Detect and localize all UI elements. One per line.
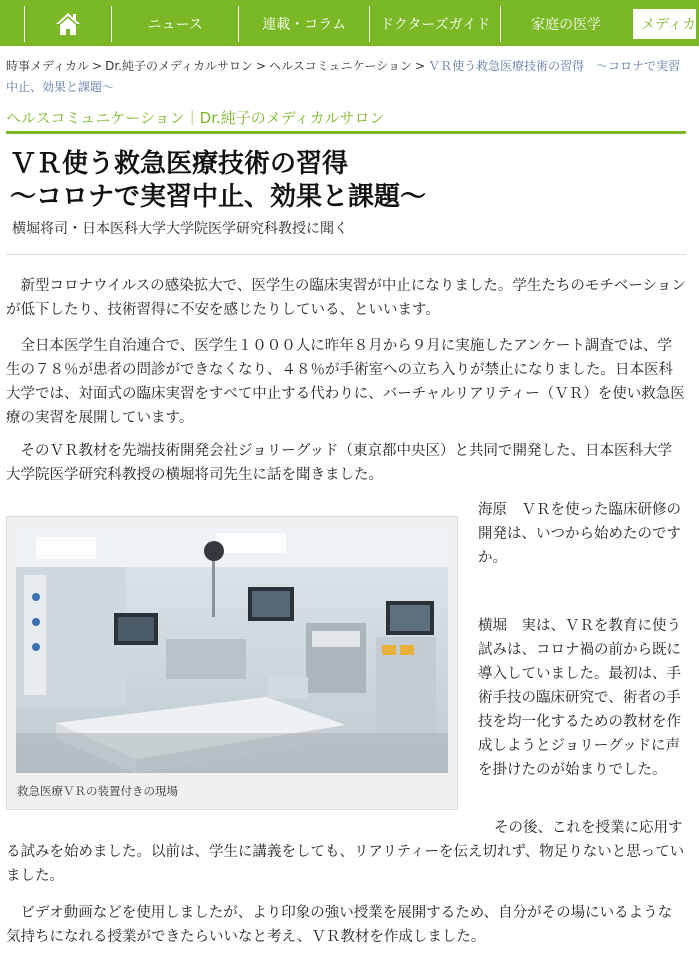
- paragraph: 新型コロナウイルスの感染拡大で、医学生の臨床実習が中止になりました。学生たちのモチベーションが低下したり、技術習得に不安を感じたりしている、といいます。: [6, 278, 686, 318]
- breadcrumb-separator: >: [415, 59, 426, 73]
- nav-home[interactable]: [24, 6, 111, 42]
- interview-question: 海原 ＶＲを使った臨床研修の開発は、いつから始めたのですか。: [478, 502, 681, 566]
- top-nav: [0, 0, 699, 46]
- nav-serial-column[interactable]: 連載・コラム: [238, 6, 369, 42]
- paragraph: 全日本医学生自治連合で、医学生１０００人に昨年８月から９月に実施したアンケート調査では、学生の７８％が患者の問診ができなくなり、４８％が手術室への立ち入りが禁止になりました。日本医科大学では、対面式の臨床実習をすべて中止する代わりに、バーチャルリアリティー（ＶＲ）を使い救急医療の実習を展開しています。: [6, 338, 685, 426]
- divider: [6, 254, 686, 255]
- article-title: [10, 148, 680, 214]
- breadcrumb-item-salon[interactable]: Dr.純子のメディカルサロン: [105, 59, 254, 73]
- article-figure: [6, 516, 458, 810]
- interview-answer: 横堀 実は、ＶＲを教育に使う試みは、コロナ禍の前から既に導入していました。最初は、手術手技の臨床研究で、術者の手技を均一化するための教材を作成しようとジョリーグッドに声を掛けたのが始まりでした。: [478, 618, 681, 778]
- paragraph-continuation: する試みを始めました。以前は、学生に講義をしても、リアリティーを伝え切れず、物足りないと思っていました。: [6, 820, 685, 884]
- breadcrumb: [6, 56, 692, 98]
- section-heading[interactable]: ヘルスコミュニケーション｜Dr.純子のメディカルサロン: [6, 106, 686, 134]
- nav-medical-salon[interactable]: メディカ: [631, 6, 699, 42]
- paragraph: [6, 816, 690, 888]
- paragraph: ビデオ動画などを使用しましたが、より印象の強い授業を展開するため、自分がその場にいるような気持ちになれる授業ができたらいいなと考え、ＶＲ教材を作成しました。: [6, 905, 673, 945]
- nav-spacer: [0, 6, 24, 42]
- breadcrumb-item-health-communication[interactable]: ヘルスコミュニケーション: [269, 59, 413, 73]
- breadcrumb-current: ＶＲ使う救急医療技術の習得 ～コロナで実習中止、効果と課題～: [6, 59, 681, 94]
- nav-doctors-guide[interactable]: ドクターズガイド: [369, 6, 500, 42]
- paragraph: そのＶＲ教材を先端技術開発会社ジョリーグッド（東京都中央区）と共同で開発した、日本医科大学大学院医学研究科教授の横堀将司先生に話を聞きました。: [6, 443, 672, 483]
- breadcrumb-separator: >: [92, 59, 103, 73]
- operating-room-photo: [16, 527, 448, 773]
- house-icon: [55, 12, 81, 36]
- article-subtitle: 横堀将司・日本医科大学大学院医学研究科教授に聞く: [12, 221, 348, 237]
- breadcrumb-item-jiji-medical[interactable]: 時事メディカル: [6, 59, 90, 73]
- article-title-line1: ＶＲ使う救急医療技術の習得: [10, 149, 349, 179]
- paragraph-lead: その後、これを授業に応用: [494, 820, 668, 836]
- nav-news[interactable]: ニュース: [111, 6, 238, 42]
- article-title-line2: ～コロナで実習中止、効果と課題～: [10, 182, 427, 212]
- breadcrumb-separator: >: [256, 59, 267, 73]
- nav-family-medicine[interactable]: 家庭の医学: [500, 6, 631, 42]
- figure-caption: 救急医療ＶＲの装置付きの現場: [17, 784, 178, 798]
